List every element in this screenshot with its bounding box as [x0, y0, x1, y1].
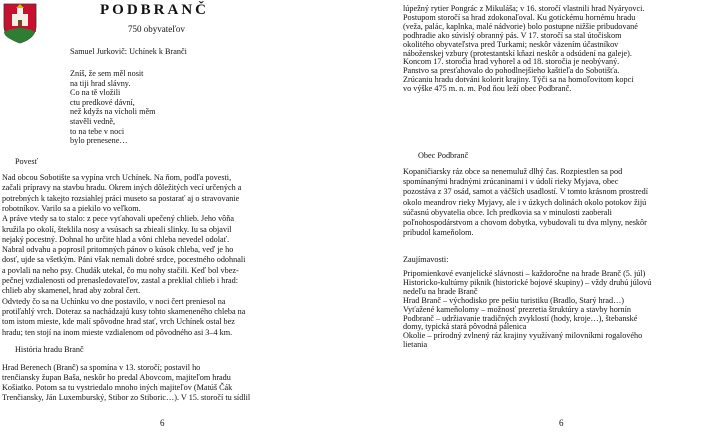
right-page [363, 0, 725, 442]
poem-line: bylo prenesene… [70, 136, 128, 146]
list-item: nedeľu na hrade Branč [403, 286, 478, 296]
paragraph-line: Košiatko. Potom sa tu vystriedalo mnoho iných majiteľov (Matúš Čák [2, 383, 233, 392]
paragraph-line: lúpežný rytier Pongrác z Mikuláša; v 16. storočí vlastnili hrad Nyáryovci. [403, 4, 645, 13]
poem-line: stavěli vedně, [70, 117, 116, 126]
list-item: domy, typická stará pôvodná pálenica [403, 322, 527, 332]
paragraph-line: Odvtedy čo sa na Uchínku vo dne postavilo, v noci čert preniesol na [2, 296, 226, 306]
paragraph-line: Panstvo sa presťahovalo do pohodlnejšieho kaštieľa do Sobotišťa. [403, 66, 620, 76]
paragraph-line: podhradie ako súvislý obranný pás. V 17. storočí sa stal útočiskom [403, 30, 622, 40]
paragraph-line: spomínanými hradnými zrúcaninami i v údolí rieky Myjava, obec [403, 177, 619, 187]
poem-line: Zníš, že sem měl nosit [70, 69, 144, 78]
paragraph-line: nejaký pocestný. Dohnal ho určite hlad a vôni chleba nevedel odolať. [2, 234, 230, 244]
paragraph-line: Zrúcaniu hradu dotváni kolorit krajiny. Týči sa na homoľovitom kopci [403, 75, 634, 85]
paragraph-line: náboženskej vzbury (protestantskí kňazi neskôr a odsúdení na galeje). [403, 48, 632, 58]
list-item: Historicko-kultúrny piknik (historické bojové skupiny) – vždy druhú júlovú [403, 277, 652, 287]
page-title: PODBRANČ [100, 2, 209, 18]
paragraph-line: Nad obcou Sobotište sa vypína vrch Uchínek. Na ňom, podľa povesti, [2, 173, 232, 182]
paragraph-line: súčasnú obyvatelia obce. Ich predkovia sa v minulosti zaoberali [403, 207, 612, 217]
povest-heading: Povesť [15, 157, 39, 166]
poem-heading: Samuel Jurkovič: Uchínek k Branči [70, 47, 187, 56]
paragraph-line: a povlali na neho psy. Chudák utekal, čo mu nohy stačili. Keď bol vbez- [2, 265, 239, 275]
zaujimavosti-heading: Zaujímavosti: [403, 255, 449, 264]
paragraph-line: protiľahlý vrch. Doteraz sa nachádzajú kusy tohto skameneného chleba na [2, 306, 246, 316]
paragraph-line: poľnohospodárstvom a chovom dobytka, vybudovali tu dva mlyny, neskôr [403, 218, 647, 227]
paragraph-line: potrebných k takejto rozsiahlej práci museto sa postarať aj o stravovanie [2, 193, 240, 203]
left-page [0, 0, 360, 442]
paragraph-line: začali prípravy na stavbu hradu. Okrem iných dôležitých vecí určených a [2, 183, 242, 193]
paragraph-line: trenčiansky župan Baša, neskôr ho predal Abovcom, majiteľom hradu [2, 373, 231, 382]
page-number: 6 [559, 418, 564, 428]
paragraph-line: Trenčiansky, Ján Luxemburský, Stibor zo Stiboric…). V 15. storočí tu sídlil [2, 393, 251, 402]
obec-heading: Obec Podbranč [418, 151, 469, 160]
population-label: 750 obyvateľov [128, 24, 185, 34]
paragraph-line: chlieb aby skamenel, hrad aby zobral čert. [2, 286, 141, 296]
paragraph-line: Nabral odvahu a poprosil pritomných pánov o kúsok chleba, veď je ho [2, 245, 234, 255]
list-item: Podbranč – udržiavanie tradičných zvyklostí (hody, kroje…), štebanské [403, 313, 638, 323]
poem-line: než kdyžs na vícholi měm [70, 107, 156, 117]
paragraph-line: vo výške 475 m. n. m. Pod ňou leží obec Podbranč. [403, 84, 572, 94]
paragraph-line: dosť, ujde sa všetkým. Páni však nemali dobré srdce, pocestného odohnali [2, 255, 246, 265]
list-item: Vyťažené kameňolomy – možnosť prezretia štruktúry a stavby hornín [403, 304, 631, 314]
paragraph-line: okolo meandrov rieky Myjavy, ale i v úzkych dolinách okolo potokov žijú [403, 197, 647, 207]
paragraph-line: pečnej vzdialenosti od prenasledovateľov, zastal a preklial chlieb i hrad: [2, 276, 239, 285]
paragraph-line: kružila po okolí, šteklila nosy a vsúsach sa zbieali slinky. Iu sa objavil [2, 224, 232, 234]
paragraph-line: robotníkov. Varilo sa a piekilo vo veľkom. [2, 203, 141, 213]
paragraph-line: okolitého obyvateľstva pred Turkami; neskôr väzením účastníkov [403, 39, 619, 49]
poem-line: na tiji hrad slávny. [70, 78, 131, 88]
paragraph-line: tom istom mieste, kde malí spôvodne hrad stať, vrch Uchínek ostal bez [2, 317, 235, 327]
paragraph-line: hradu; ten stojí na inom mieste vzdialenom od pôvodného asi 3–4 km. [2, 327, 233, 337]
paragraph-line: Postupom storočí sa hrad zdokonaľoval. Ku gotickému hornému hradu [403, 12, 636, 22]
poem-line: Co na tě vložili [70, 88, 121, 98]
paragraph-line: Hrad Berenech (Branč) sa spomína v 13. storočí; postavil ho [2, 363, 201, 372]
list-item: Pripomienkové evanjelické slávnosti – každoročne na hrade Branč (5. júl) [403, 269, 646, 278]
page-number: 6 [160, 418, 165, 428]
paragraph-line: pribudol kameňolom. [403, 228, 474, 238]
paragraph-line: pozostáva z 37 osád, samot a väčších usadlostí. V tomto krásnom prostredí [403, 187, 649, 197]
paragraph-line: Kopaničiarsky ráz obce sa nenemuluž dlhý čas. Rozpiestlen sa pod [403, 167, 623, 176]
history-heading: História hradu Branč [15, 345, 84, 354]
paragraph-line: A práve vtedy sa to stalo: z pece vyťahovali upečený chlieb. Jeho vôňa [2, 214, 234, 224]
paragraph-line: Koncom 17. storočia hrad vyhorel a od 18. storočia je neobývaný. [403, 57, 620, 67]
poem-line: to na tebe v noci [70, 126, 125, 136]
paragraph-line: (veža, palác, kaplnka, malé nádvorie) bolo postupne nižšie pribudované [403, 21, 638, 31]
list-item: Okolie – prírodný zvlnený ráz krajiny využívaný milovníkmi rogalového [403, 331, 643, 341]
list-item: Hrad Branč – východisko pre pešiu turistiku (Bradlo, Starý hrad…) [403, 295, 625, 305]
list-item: lietania [403, 340, 428, 350]
coat-of-arms-icon [2, 2, 38, 44]
poem-line: ctu predkové dávní, [70, 97, 135, 107]
